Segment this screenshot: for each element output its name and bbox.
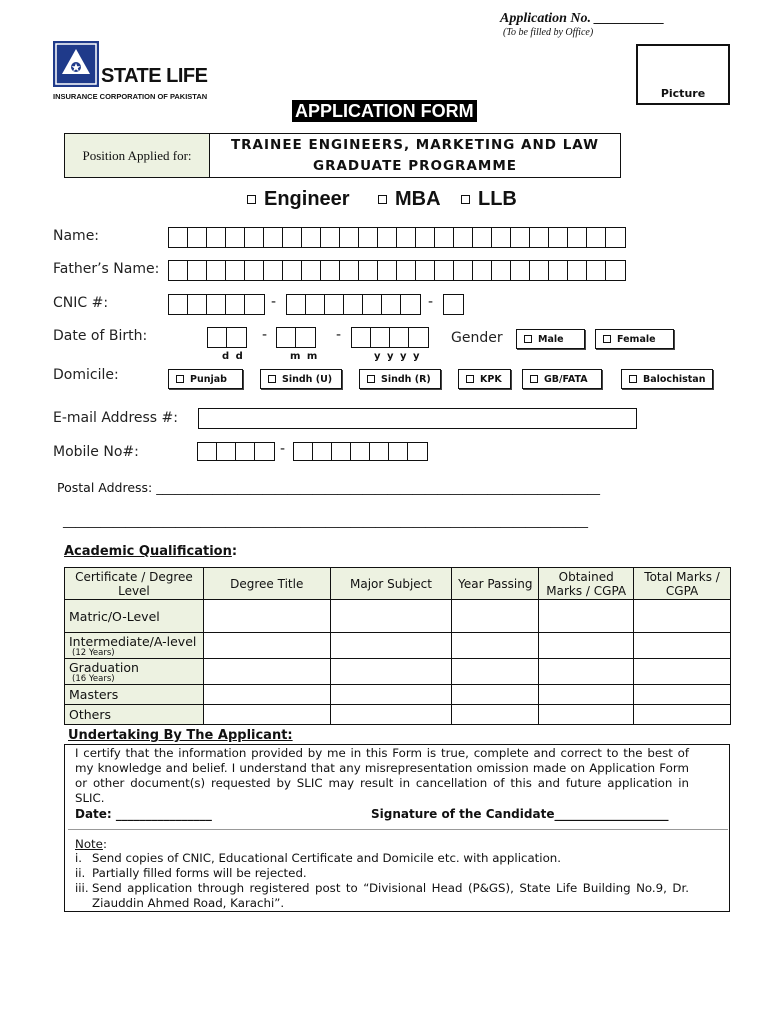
checkbox-icon[interactable] [466, 375, 474, 383]
dob-year-input[interactable] [351, 327, 429, 348]
table-cell[interactable] [452, 633, 539, 659]
picture-box[interactable] [636, 44, 730, 105]
list-item-text: Send application through registered post to “Divisional Head (P&GS), State Life Building No.9, Dr. Ziauddin Ahmed Road, Karachi”. [92, 881, 689, 910]
notes-list [75, 851, 689, 911]
table-row [65, 659, 731, 685]
company-subtitle: INSURANCE CORPORATION OF PAKISTAN [53, 92, 208, 101]
name-input[interactable] [168, 227, 626, 248]
gender-label: Gender [451, 330, 503, 346]
table-cell[interactable] [539, 659, 634, 685]
row-label-text: Intermediate/A-level [69, 633, 197, 649]
date-field[interactable]: Date: ________________ [75, 807, 212, 821]
column-header: Degree Title [203, 568, 330, 600]
domicile-kpk-label: KPK [480, 373, 502, 385]
list-item-number: iii. [75, 881, 89, 895]
checkbox-icon[interactable] [176, 375, 184, 383]
dob-dash-2: - [336, 327, 342, 343]
table-header-row [65, 568, 731, 600]
domicile-kpk-option[interactable] [458, 369, 511, 389]
checkbox-icon[interactable] [629, 375, 637, 383]
mobile-input-part1[interactable] [197, 442, 275, 461]
dob-yyyy-hint: y y y y [374, 351, 422, 362]
postal-address-field[interactable]: Postal Address: _______________________________________________________________________ [57, 480, 600, 495]
row-label-text: Masters [69, 687, 119, 702]
row-label [65, 600, 204, 633]
row-sublabel: (12 Years) [72, 647, 115, 658]
undertaking-heading: Undertaking By The Applicant: [68, 728, 293, 743]
note-heading-text: Note [75, 837, 103, 851]
column-header: Major Subject [330, 568, 452, 600]
column-header: Obtained Marks / CGPA [539, 568, 634, 600]
row-label-text: Others [69, 707, 112, 722]
table-row [65, 633, 731, 659]
table-cell[interactable] [539, 633, 634, 659]
column-header: Total Marks / CGPA [634, 568, 731, 600]
domicile-gb-fata-label: GB/FATA [544, 373, 588, 385]
row-label [65, 705, 204, 725]
table-cell[interactable] [539, 705, 634, 725]
dob-dash-1: - [262, 327, 268, 343]
gender-male-option[interactable] [516, 329, 585, 349]
name-label: Name: [53, 228, 100, 244]
state-life-logo-icon [52, 40, 100, 88]
list-item-number: i. [75, 851, 83, 865]
academic-heading-text: Academic Qualification [64, 544, 232, 559]
domicile-sindh-u-label: Sindh (U) [282, 373, 333, 385]
list-item-text: Send copies of CNIC, Educational Certificate and Domicile etc. with application. [92, 851, 562, 865]
checkbox-icon[interactable] [378, 195, 387, 204]
table-cell[interactable] [203, 600, 330, 633]
list-item [75, 881, 689, 911]
row-label-text: Matric/O-Level [69, 608, 160, 624]
checkbox-icon[interactable] [268, 375, 276, 383]
domicile-sindh-r-label: Sindh (R) [381, 373, 431, 385]
checkbox-icon[interactable] [524, 335, 532, 343]
table-cell[interactable] [203, 633, 330, 659]
list-item-text: Partially filled forms will be rejected. [92, 866, 307, 880]
postal-address-line2[interactable]: ____________________________________________________________________________________ [63, 513, 588, 528]
domicile-punjab-label: Punjab [190, 373, 227, 385]
table-cell[interactable] [330, 633, 452, 659]
row-label [65, 685, 204, 705]
signature-field[interactable]: Signature of the Candidate___________________ [371, 807, 669, 821]
dob-dd-hint: d d [222, 351, 245, 362]
email-input[interactable] [198, 408, 637, 429]
list-item-number: ii. [75, 866, 86, 880]
table-cell[interactable] [634, 705, 731, 725]
domicile-sindh-r-option[interactable] [359, 369, 441, 389]
column-header: Year Passing [452, 568, 539, 600]
domicile-balochistan-option[interactable] [621, 369, 713, 389]
option-mba-label: MBA [395, 188, 441, 210]
academic-table [64, 567, 731, 725]
domicile-sindh-u-option[interactable] [260, 369, 342, 389]
mobile-dash: - [280, 441, 286, 457]
table-cell[interactable] [634, 600, 731, 633]
note-heading-colon: : [102, 837, 107, 851]
domicile-label: Domicile: [53, 367, 119, 383]
list-item [75, 851, 689, 866]
checkbox-icon[interactable] [247, 195, 256, 204]
table-cell[interactable] [330, 685, 452, 705]
option-mba[interactable] [378, 188, 441, 211]
table-cell[interactable] [330, 705, 452, 725]
table-row [65, 705, 731, 725]
option-engineer-label: Engineer [264, 188, 350, 210]
list-item [75, 866, 689, 881]
table-cell[interactable] [203, 705, 330, 725]
table-cell[interactable] [452, 659, 539, 685]
row-label [65, 659, 204, 685]
position-label: Position Applied for: [65, 134, 210, 177]
table-cell[interactable] [203, 659, 330, 685]
domicile-balochistan-label: Balochistan [643, 373, 706, 385]
mobile-label: Mobile No#: [53, 444, 139, 460]
checkbox-icon[interactable] [530, 375, 538, 383]
table-cell[interactable] [539, 685, 634, 705]
checkbox-icon[interactable] [603, 335, 611, 343]
cnic-input-part3[interactable] [443, 294, 464, 315]
undertaking-text: I certify that the information provided by me in this Form is true, complete and correct to the best of my knowledge and belief. I understand that any misrepresentation omission made on Application Form or other document(s) requested by SLIC may result in cancellation of this and future application in SLIC. [75, 746, 689, 805]
row-sublabel: (16 Years) [72, 673, 115, 684]
academic-heading-colon: : [231, 544, 238, 559]
application-number-label: Application No. __________ [500, 11, 665, 26]
form-title: APPLICATION FORM [292, 100, 477, 122]
father-name-label: Father’s Name: [53, 261, 160, 277]
row-label-text: Graduation [69, 659, 139, 675]
table-cell[interactable] [634, 685, 731, 705]
table-row [65, 685, 731, 705]
email-label: E-mail Address #: [53, 410, 178, 426]
dob-month-input[interactable] [276, 327, 316, 348]
table-cell[interactable] [634, 633, 731, 659]
table-cell[interactable] [330, 600, 452, 633]
position-value: TRAINEE ENGINEERS, MARKETING AND LAW GRADUATE PROGRAMME [230, 136, 600, 174]
company-name: STATE LIFE [101, 65, 208, 87]
domicile-gb-fata-option[interactable] [522, 369, 602, 389]
gender-female-label: Female [617, 333, 656, 345]
option-llb-label: LLB [478, 188, 517, 210]
table-cell[interactable] [452, 705, 539, 725]
table-cell[interactable] [539, 600, 634, 633]
picture-label: Picture [660, 87, 706, 100]
gender-female-option[interactable] [595, 329, 674, 349]
checkbox-icon[interactable] [461, 195, 470, 204]
table-cell[interactable] [203, 685, 330, 705]
cnic-input-part2[interactable] [286, 294, 421, 315]
father-name-input[interactable] [168, 260, 626, 281]
dob-day-input[interactable] [207, 327, 247, 348]
gender-male-label: Male [538, 333, 564, 345]
table-cell[interactable] [452, 600, 539, 633]
academic-heading [64, 544, 237, 559]
table-cell[interactable] [452, 685, 539, 705]
divider [68, 829, 728, 830]
domicile-punjab-option[interactable] [168, 369, 243, 389]
dob-mm-hint: m m [290, 351, 319, 362]
row-label [65, 633, 204, 659]
cnic-dash-1: - [271, 294, 277, 310]
cnic-input-part1[interactable] [168, 294, 265, 315]
table-row [65, 600, 731, 633]
table-cell[interactable] [330, 659, 452, 685]
cnic-label: CNIC #: [53, 295, 109, 311]
option-llb[interactable] [461, 188, 517, 211]
checkbox-icon[interactable] [367, 375, 375, 383]
option-engineer[interactable] [247, 188, 350, 211]
table-cell[interactable] [634, 659, 731, 685]
note-heading [75, 837, 107, 851]
application-number-note: (To be filled by Office) [503, 27, 594, 38]
mobile-input-part2[interactable] [293, 442, 428, 461]
column-header: Certificate / Degree Level [65, 568, 204, 600]
position-applied-box [64, 133, 621, 178]
cnic-dash-2: - [428, 294, 434, 310]
dob-label: Date of Birth: [53, 328, 148, 344]
